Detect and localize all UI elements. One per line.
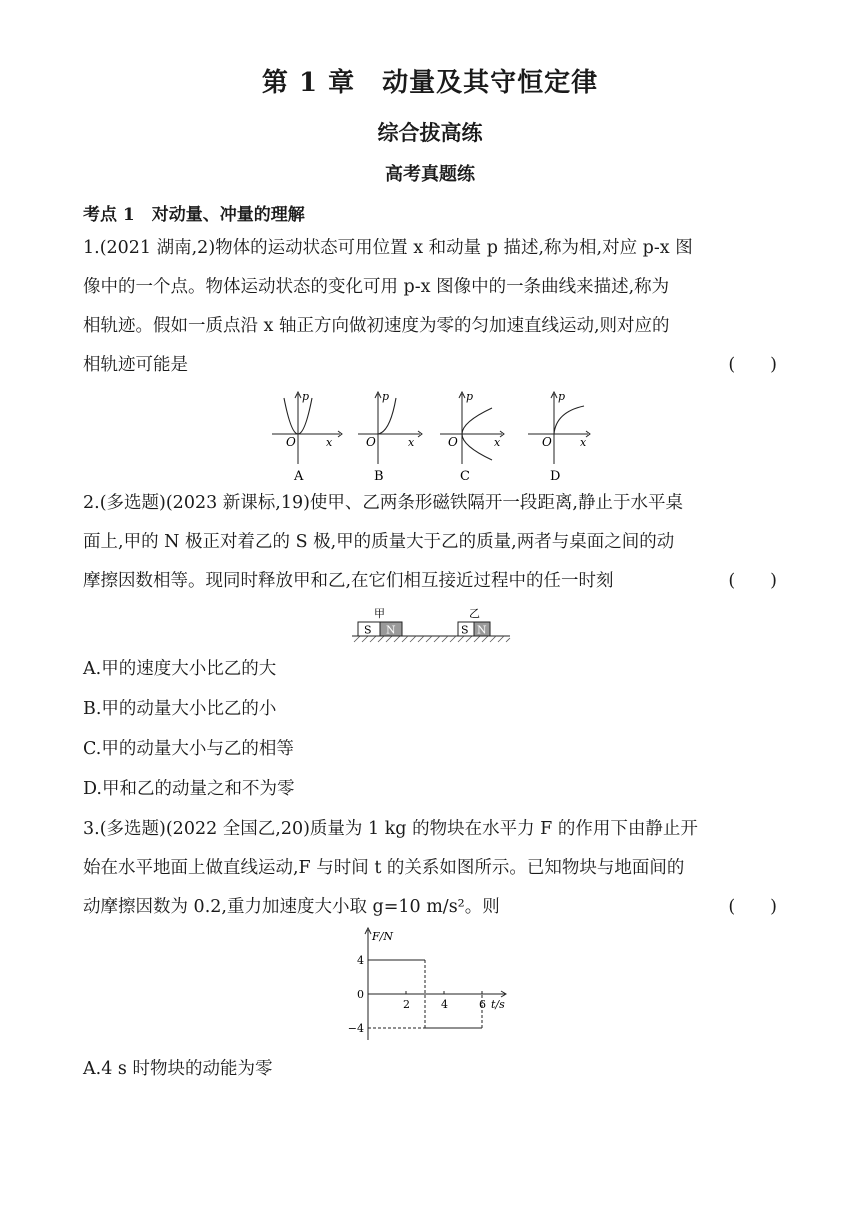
magnet-jia-n-pole: N — [386, 623, 396, 637]
graph-b-label: B — [374, 469, 384, 484]
q2-option-b: B.甲的动量大小比乙的小 — [83, 699, 277, 719]
section-sub-subtitle: 高考真题练 — [385, 164, 475, 185]
graph-c-p-label: p — [466, 390, 474, 403]
magnet-yi-s-pole: S — [461, 623, 469, 637]
graph-d-label: D — [550, 469, 561, 484]
graph-d-x-label: x — [580, 436, 587, 449]
x-tick-label: 6 — [479, 998, 486, 1011]
q1-phase-graphs — [262, 388, 602, 484]
graph-a-p-label: p — [302, 390, 310, 403]
graph-a-label: A — [294, 469, 304, 484]
magnet-jia-s-pole: S — [364, 623, 372, 637]
q2-line-3-text: 摩擦因数相等。现同时释放甲和乙,在它们相互接近过程中的任一时刻 — [83, 571, 614, 591]
graph-a — [272, 390, 342, 484]
q1-line-2: 像中的一个点。物体运动状态的变化可用 p-x 图像中的一条曲线来描述,称为 — [83, 277, 670, 297]
graph-d-p-label: p — [558, 390, 566, 403]
q2-line-2: 面上,甲的 N 极正对着乙的 S 极,甲的质量大于乙的质量,两者与桌面之间的动 — [83, 532, 675, 552]
graph-c — [440, 390, 504, 484]
graph-c-origin: O — [448, 435, 458, 449]
q2-option-a: A.甲的速度大小比乙的大 — [83, 659, 277, 679]
answer-blank: ( ) — [728, 355, 777, 375]
q3-option-a: A.4 s 时物块的动能为零 — [83, 1059, 273, 1079]
graph-c-x-label: x — [494, 436, 501, 449]
q2-option-d: D.甲和乙的动量之和不为零 — [83, 779, 295, 799]
magnet-jia-label: 甲 — [374, 607, 385, 620]
graph-b-x-label: x — [408, 436, 415, 449]
question-3 — [83, 810, 777, 927]
q1-line-3: 相轨迹。假如一质点沿 x 轴正方向做初速度为零的匀加速直线运动,则对应的 — [83, 316, 670, 336]
magnet-yi-n-pole: N — [477, 623, 487, 637]
answer-blank: ( ) — [728, 897, 777, 917]
q1-line-1: 1.(2021 湖南,2)物体的运动状态可用位置 x 和动量 p 描述,称为相,对应 p-x 图 — [83, 238, 693, 258]
chapter-title: 第 1 章 动量及其守恒定律 — [261, 68, 599, 98]
y-tick-label: 4 — [357, 954, 364, 967]
magnet-yi-label: 乙 — [469, 607, 480, 620]
q2-line-1: 2.(多选题)(2023 新课标,19)使甲、乙两条形磁铁隔开一段距离,静止于水平桌 — [83, 493, 683, 513]
graph-c-label: C — [460, 469, 470, 484]
graph-a-x-label: x — [326, 436, 333, 449]
q2-option-c: C.甲的动量大小与乙的相等 — [83, 739, 294, 759]
question-1 — [83, 229, 777, 385]
graph-b-origin: O — [366, 435, 376, 449]
question-2 — [83, 484, 777, 601]
graph-d — [528, 390, 590, 484]
y-axis-label: F/N — [372, 930, 393, 943]
magnet-yi — [458, 607, 490, 637]
y-tick-label: 0 — [357, 988, 364, 1001]
graph-d-origin: O — [542, 435, 552, 449]
graph-b — [358, 390, 422, 484]
x-tick-label: 4 — [441, 998, 448, 1011]
graph-a-origin: O — [286, 435, 296, 449]
q3-line-3 — [83, 888, 777, 927]
graph-b-p-label: p — [382, 390, 390, 403]
magnet-jia — [358, 607, 402, 637]
q3-line-2: 始在水平地面上做直线运动,F 与时间 t 的关系如图所示。已知物块与地面间的 — [83, 858, 685, 878]
q2-line-3 — [83, 562, 777, 601]
y-tick-label: −4 — [347, 1022, 364, 1035]
x-axis-label: t/s — [491, 998, 505, 1011]
magnets-figure — [352, 604, 512, 646]
q1-line-4-text: 相轨迹可能是 — [83, 355, 188, 375]
force-time-chart — [340, 924, 520, 1044]
q3-line-1: 3.(多选题)(2022 全国乙,20)质量为 1 kg 的物块在水平力 F 的作用下由静止开 — [83, 819, 698, 839]
section-subtitle: 综合拔高练 — [377, 120, 483, 145]
answer-blank: ( ) — [728, 571, 777, 591]
x-tick-label: 2 — [403, 998, 410, 1011]
q3-line-3-text: 动摩擦因数为 0.2,重力加速度大小取 g=10 m/s²。则 — [83, 897, 500, 917]
q1-line-4 — [83, 346, 777, 385]
topic-heading: 考点 1 对动量、冲量的理解 — [83, 205, 305, 225]
